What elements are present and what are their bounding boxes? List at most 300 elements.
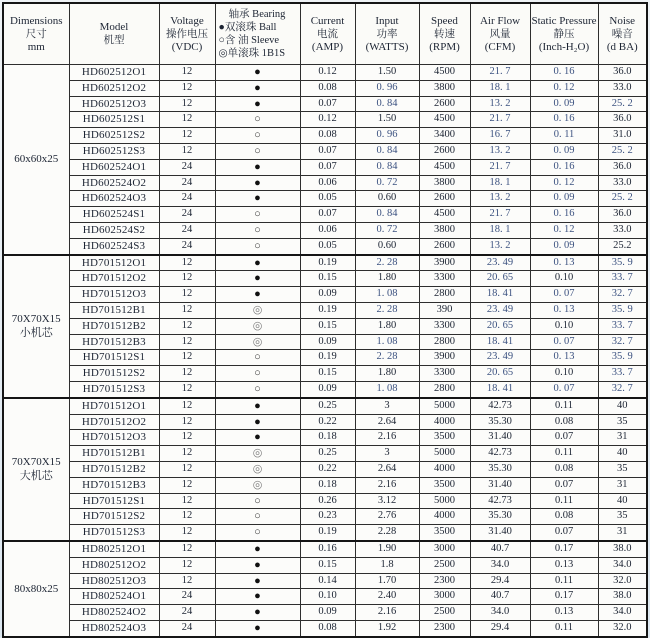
column-header-model bbox=[69, 3, 159, 65]
current-cell: 0.14 bbox=[300, 573, 355, 589]
voltage-cell: 12 bbox=[159, 128, 215, 144]
sleeve-bearing-icon: ○ bbox=[254, 494, 261, 507]
model-cell: HD701512B1 bbox=[69, 302, 159, 318]
bearing-cell bbox=[215, 381, 300, 397]
current-cell: 0.08 bbox=[300, 128, 355, 144]
noise-cell: 33. 7 bbox=[598, 318, 647, 334]
column-header-voltage-line: 操作电压 bbox=[166, 28, 208, 40]
static-pressure-cell: 0. 16 bbox=[530, 65, 598, 81]
bearing-cell bbox=[215, 430, 300, 446]
ball-bearing-icon: ● bbox=[254, 590, 261, 603]
bearing-cell bbox=[215, 509, 300, 525]
input-power-cell: 3 bbox=[355, 446, 419, 462]
input-power-cell: 2.64 bbox=[355, 461, 419, 477]
dimension-label: 70X70X15 bbox=[11, 313, 61, 326]
model-cell: HD602524S1 bbox=[69, 207, 159, 223]
airflow-cell: 31.40 bbox=[470, 477, 530, 493]
table-row bbox=[3, 493, 647, 509]
speed-cell: 3800 bbox=[419, 80, 470, 96]
voltage-cell: 12 bbox=[159, 255, 215, 271]
table-header bbox=[3, 3, 647, 65]
sleeve-bearing-icon: ○ bbox=[254, 382, 261, 395]
model-cell: HD802512O3 bbox=[69, 573, 159, 589]
column-header-noise-line: (d BA) bbox=[606, 40, 638, 53]
column-header-voltage-line: Voltage bbox=[170, 14, 204, 27]
noise-cell: 35 bbox=[598, 414, 647, 430]
column-header-input-line: (WATTS) bbox=[365, 40, 409, 53]
model-cell: HD802512O1 bbox=[69, 541, 159, 557]
bearing-cell bbox=[215, 398, 300, 414]
current-cell: 0.22 bbox=[300, 461, 355, 477]
model-cell: HD701512O1 bbox=[69, 398, 159, 414]
current-cell: 0.10 bbox=[300, 589, 355, 605]
voltage-cell: 24 bbox=[159, 238, 215, 254]
voltage-cell: 12 bbox=[159, 366, 215, 382]
static-pressure-cell: 0. 07 bbox=[530, 381, 598, 397]
noise-cell: 34.0 bbox=[598, 605, 647, 621]
table-row bbox=[3, 159, 647, 175]
ball-bearing-icon: ● bbox=[254, 288, 261, 301]
input-power-cell: 0. 84 bbox=[355, 96, 419, 112]
noise-cell: 33.0 bbox=[598, 80, 647, 96]
current-cell: 0.07 bbox=[300, 143, 355, 159]
model-cell: HD802524O3 bbox=[69, 620, 159, 636]
voltage-cell: 12 bbox=[159, 80, 215, 96]
voltage-cell: 12 bbox=[159, 334, 215, 350]
input-power-cell: 2. 28 bbox=[355, 350, 419, 366]
static-pressure-cell: 0. 11 bbox=[530, 128, 598, 144]
column-header-bearing bbox=[215, 3, 300, 65]
column-header-dimensions-line: mm bbox=[27, 40, 45, 53]
noise-cell: 35 bbox=[598, 461, 647, 477]
static-pressure-cell: 0.10 bbox=[530, 271, 598, 287]
input-power-cell: 0.60 bbox=[355, 191, 419, 207]
static-pressure-cell: 0.07 bbox=[530, 430, 598, 446]
static-pressure-cell: 0.08 bbox=[530, 414, 598, 430]
airflow-cell: 21. 7 bbox=[470, 112, 530, 128]
input-power-cell: 3 bbox=[355, 398, 419, 414]
input-power-cell: 2.16 bbox=[355, 430, 419, 446]
bearing-cell bbox=[215, 446, 300, 462]
bearing-cell bbox=[215, 80, 300, 96]
current-cell: 0.09 bbox=[300, 605, 355, 621]
voltage-cell: 24 bbox=[159, 620, 215, 636]
ball-bearing-icon: ● bbox=[254, 606, 261, 619]
static-pressure-cell: 0. 12 bbox=[530, 175, 598, 191]
ball-bearing-icon: ● bbox=[254, 81, 261, 94]
sleeve-bearing-icon: ○ bbox=[254, 208, 261, 221]
speed-cell: 3500 bbox=[419, 525, 470, 541]
model-cell: HD701512S2 bbox=[69, 509, 159, 525]
static-pressure-cell: 0.17 bbox=[530, 589, 598, 605]
current-cell: 0.06 bbox=[300, 222, 355, 238]
bearing-cell bbox=[215, 143, 300, 159]
header-row bbox=[3, 3, 647, 65]
one-ball-one-sleeve-icon: ◎ bbox=[252, 478, 263, 491]
current-cell: 0.15 bbox=[300, 366, 355, 382]
static-pressure-cell: 0. 07 bbox=[530, 334, 598, 350]
current-cell: 0.25 bbox=[300, 446, 355, 462]
airflow-cell: 18. 41 bbox=[470, 381, 530, 397]
bearing-cell bbox=[215, 271, 300, 287]
noise-cell: 38.0 bbox=[598, 541, 647, 557]
ball-bearing-icon: ● bbox=[254, 66, 261, 78]
current-cell: 0.05 bbox=[300, 238, 355, 254]
model-cell: HD602512S1 bbox=[69, 112, 159, 128]
ball-bearing-icon: ● bbox=[254, 176, 261, 189]
noise-cell: 32.0 bbox=[598, 620, 647, 636]
airflow-cell: 34.0 bbox=[470, 557, 530, 573]
airflow-cell: 18. 1 bbox=[470, 80, 530, 96]
input-power-cell: 1. 08 bbox=[355, 287, 419, 303]
noise-cell: 25. 2 bbox=[598, 143, 647, 159]
speed-cell: 5000 bbox=[419, 446, 470, 462]
airflow-cell: 13. 2 bbox=[470, 96, 530, 112]
bearing-cell bbox=[215, 461, 300, 477]
voltage-cell: 12 bbox=[159, 112, 215, 128]
column-header-airflow-line: Air Flow bbox=[479, 14, 521, 27]
input-power-cell: 1.70 bbox=[355, 573, 419, 589]
input-power-cell: 1.50 bbox=[355, 65, 419, 81]
dimension-group-cell bbox=[3, 255, 69, 398]
voltage-cell: 12 bbox=[159, 318, 215, 334]
bearing-cell bbox=[215, 207, 300, 223]
model-cell: HD602512S3 bbox=[69, 143, 159, 159]
speed-cell: 2600 bbox=[419, 96, 470, 112]
voltage-cell: 12 bbox=[159, 381, 215, 397]
voltage-cell: 24 bbox=[159, 207, 215, 223]
table-row bbox=[3, 557, 647, 573]
dimension-label: 小机芯 bbox=[19, 327, 53, 340]
airflow-cell: 42.73 bbox=[470, 493, 530, 509]
input-power-cell: 2. 28 bbox=[355, 255, 419, 271]
input-power-cell: 1.80 bbox=[355, 366, 419, 382]
bearing-cell bbox=[215, 128, 300, 144]
dimension-label: 大机芯 bbox=[19, 470, 53, 483]
input-power-cell: 0. 84 bbox=[355, 207, 419, 223]
input-power-cell: 1.50 bbox=[355, 112, 419, 128]
voltage-cell: 24 bbox=[159, 191, 215, 207]
sleeve-bearing-icon: ○ bbox=[254, 510, 261, 523]
table-row bbox=[3, 334, 647, 350]
current-cell: 0.18 bbox=[300, 430, 355, 446]
airflow-cell: 13. 2 bbox=[470, 143, 530, 159]
current-cell: 0.19 bbox=[300, 255, 355, 271]
airflow-cell: 18. 41 bbox=[470, 287, 530, 303]
column-header-airflow bbox=[470, 3, 530, 65]
voltage-cell: 24 bbox=[159, 222, 215, 238]
model-cell: HD602512O1 bbox=[69, 65, 159, 81]
one-ball-one-sleeve-icon: ◎ bbox=[252, 319, 263, 332]
table-row bbox=[3, 605, 647, 621]
noise-cell: 36.0 bbox=[598, 65, 647, 81]
speed-cell: 2300 bbox=[419, 573, 470, 589]
table-row bbox=[3, 143, 647, 159]
voltage-cell: 24 bbox=[159, 159, 215, 175]
voltage-cell: 12 bbox=[159, 302, 215, 318]
noise-cell: 40 bbox=[598, 493, 647, 509]
speed-cell: 3900 bbox=[419, 350, 470, 366]
current-cell: 0.15 bbox=[300, 318, 355, 334]
column-header-current-line: (AMP) bbox=[311, 40, 344, 53]
bearing-cell bbox=[215, 334, 300, 350]
speed-cell: 2800 bbox=[419, 287, 470, 303]
airflow-cell: 21. 7 bbox=[470, 159, 530, 175]
noise-cell: 35. 9 bbox=[598, 255, 647, 271]
speed-cell: 3300 bbox=[419, 318, 470, 334]
column-header-voltage-line: (VDC) bbox=[171, 40, 203, 53]
bearing-cell bbox=[215, 191, 300, 207]
ball-bearing-icon: ● bbox=[254, 256, 261, 269]
input-power-cell: 0. 84 bbox=[355, 159, 419, 175]
speed-cell: 3000 bbox=[419, 589, 470, 605]
sleeve-bearing-icon: ○ bbox=[254, 223, 261, 236]
table-row bbox=[3, 255, 647, 271]
bearing-cell bbox=[215, 620, 300, 636]
speed-cell: 3000 bbox=[419, 541, 470, 557]
table-row bbox=[3, 541, 647, 557]
model-cell: HD701512O1 bbox=[69, 255, 159, 271]
column-header-speed-line: Speed bbox=[431, 14, 458, 27]
table-row bbox=[3, 238, 647, 254]
current-cell: 0.07 bbox=[300, 207, 355, 223]
noise-cell: 35 bbox=[598, 509, 647, 525]
table-row bbox=[3, 128, 647, 144]
input-power-cell: 1.8 bbox=[355, 557, 419, 573]
static-pressure-cell: 0. 13 bbox=[530, 302, 598, 318]
voltage-cell: 12 bbox=[159, 509, 215, 525]
table-row bbox=[3, 461, 647, 477]
model-cell: HD701512S1 bbox=[69, 493, 159, 509]
airflow-cell: 13. 2 bbox=[470, 191, 530, 207]
table-row bbox=[3, 620, 647, 636]
table-row bbox=[3, 65, 647, 81]
current-cell: 0.26 bbox=[300, 493, 355, 509]
model-cell: HD602512O3 bbox=[69, 96, 159, 112]
current-cell: 0.18 bbox=[300, 477, 355, 493]
input-power-cell: 0. 72 bbox=[355, 175, 419, 191]
model-cell: HD701512S1 bbox=[69, 350, 159, 366]
current-cell: 0.19 bbox=[300, 302, 355, 318]
bearing-cell bbox=[215, 238, 300, 254]
sleeve-bearing-icon: ○ bbox=[254, 113, 261, 126]
table-row bbox=[3, 207, 647, 223]
fan-spec-table bbox=[2, 2, 648, 638]
model-cell: HD602524S3 bbox=[69, 238, 159, 254]
column-header-speed-line: (RPM) bbox=[429, 40, 460, 53]
column-header-dimensions-line: Dimensions bbox=[9, 14, 63, 27]
static-pressure-cell: 0. 07 bbox=[530, 287, 598, 303]
table-row bbox=[3, 525, 647, 541]
voltage-cell: 12 bbox=[159, 477, 215, 493]
bearing-cell bbox=[215, 175, 300, 191]
column-header-pressure bbox=[530, 3, 598, 65]
speed-cell: 2600 bbox=[419, 143, 470, 159]
bearing-cell bbox=[215, 302, 300, 318]
table-row bbox=[3, 414, 647, 430]
table-body bbox=[3, 65, 647, 637]
bearing-cell bbox=[215, 414, 300, 430]
noise-cell: 36.0 bbox=[598, 207, 647, 223]
noise-cell: 38.0 bbox=[598, 589, 647, 605]
bearing-cell bbox=[215, 318, 300, 334]
airflow-cell: 20. 65 bbox=[470, 318, 530, 334]
column-header-airflow-line: (CFM) bbox=[484, 40, 516, 53]
bearing-cell bbox=[215, 493, 300, 509]
input-power-cell: 0. 84 bbox=[355, 143, 419, 159]
column-header-pressure-line: Static Pressure bbox=[531, 14, 597, 27]
table-row bbox=[3, 287, 647, 303]
model-cell: HD602512O2 bbox=[69, 80, 159, 96]
voltage-cell: 12 bbox=[159, 573, 215, 589]
speed-cell: 3800 bbox=[419, 175, 470, 191]
bearing-cell bbox=[215, 222, 300, 238]
current-cell: 0.19 bbox=[300, 350, 355, 366]
bearing-cell bbox=[215, 96, 300, 112]
model-cell: HD701512S2 bbox=[69, 366, 159, 382]
current-cell: 0.23 bbox=[300, 509, 355, 525]
airflow-cell: 23. 49 bbox=[470, 350, 530, 366]
speed-cell: 4500 bbox=[419, 65, 470, 81]
noise-cell: 35. 9 bbox=[598, 302, 647, 318]
table-row bbox=[3, 381, 647, 397]
static-pressure-cell: 0. 16 bbox=[530, 112, 598, 128]
input-power-cell: 2.16 bbox=[355, 605, 419, 621]
dimension-label: 70X70X15 bbox=[11, 456, 61, 469]
ball-bearing-icon: ● bbox=[254, 558, 261, 571]
model-cell: HD701512S3 bbox=[69, 381, 159, 397]
bearing-cell bbox=[215, 557, 300, 573]
table-row bbox=[3, 112, 647, 128]
ball-bearing-icon: ● bbox=[254, 192, 261, 205]
column-header-input-line: Input bbox=[375, 14, 399, 27]
input-power-cell: 1. 08 bbox=[355, 381, 419, 397]
noise-cell: 33. 7 bbox=[598, 366, 647, 382]
bearing-cell bbox=[215, 605, 300, 621]
current-cell: 0.12 bbox=[300, 112, 355, 128]
current-cell: 0.08 bbox=[300, 80, 355, 96]
input-power-cell: 2. 28 bbox=[355, 302, 419, 318]
voltage-cell: 12 bbox=[159, 493, 215, 509]
speed-cell: 3300 bbox=[419, 271, 470, 287]
one-ball-one-sleeve-icon: ◎ bbox=[252, 447, 263, 460]
static-pressure-cell: 0.11 bbox=[530, 573, 598, 589]
one-ball-one-sleeve-icon: ◎ bbox=[252, 462, 263, 475]
model-cell: HD701512B2 bbox=[69, 318, 159, 334]
noise-cell: 32.0 bbox=[598, 573, 647, 589]
current-cell: 0.15 bbox=[300, 557, 355, 573]
column-header-speed-line: 转速 bbox=[434, 28, 455, 40]
ball-bearing-icon: ● bbox=[254, 542, 261, 555]
voltage-cell: 12 bbox=[159, 398, 215, 414]
noise-cell: 35. 9 bbox=[598, 350, 647, 366]
voltage-cell: 12 bbox=[159, 525, 215, 541]
model-cell: HD701512B2 bbox=[69, 461, 159, 477]
model-cell: HD602512S2 bbox=[69, 128, 159, 144]
speed-cell: 3500 bbox=[419, 430, 470, 446]
table-row bbox=[3, 509, 647, 525]
bearing-cell bbox=[215, 255, 300, 271]
voltage-cell: 12 bbox=[159, 446, 215, 462]
airflow-cell: 18. 41 bbox=[470, 334, 530, 350]
dimension-group-cell bbox=[3, 541, 69, 637]
speed-cell: 3300 bbox=[419, 366, 470, 382]
static-pressure-cell: 0.11 bbox=[530, 493, 598, 509]
one-ball-one-sleeve-icon: ◎ bbox=[252, 335, 263, 348]
model-cell: HD602524O1 bbox=[69, 159, 159, 175]
noise-cell: 32. 7 bbox=[598, 381, 647, 397]
static-pressure-cell: 0.11 bbox=[530, 446, 598, 462]
current-cell: 0.12 bbox=[300, 65, 355, 81]
current-cell: 0.22 bbox=[300, 414, 355, 430]
static-pressure-cell: 0.10 bbox=[530, 318, 598, 334]
input-power-cell: 0. 96 bbox=[355, 128, 419, 144]
static-pressure-cell: 0. 09 bbox=[530, 238, 598, 254]
static-pressure-cell: 0. 12 bbox=[530, 80, 598, 96]
speed-cell: 5000 bbox=[419, 398, 470, 414]
column-header-current-line: Current bbox=[310, 14, 345, 27]
speed-cell: 3500 bbox=[419, 477, 470, 493]
bearing-cell bbox=[215, 589, 300, 605]
static-pressure-cell: 0.17 bbox=[530, 541, 598, 557]
column-header-noise-line: 噪音 bbox=[611, 28, 633, 40]
table-row bbox=[3, 271, 647, 287]
speed-cell: 4500 bbox=[419, 159, 470, 175]
table-row bbox=[3, 302, 647, 318]
speed-cell: 2800 bbox=[419, 334, 470, 350]
voltage-cell: 12 bbox=[159, 350, 215, 366]
airflow-cell: 29.4 bbox=[470, 573, 530, 589]
input-power-cell: 1.80 bbox=[355, 271, 419, 287]
column-header-model-line: Model bbox=[99, 21, 129, 33]
dimension-label: 60x60x25 bbox=[14, 153, 59, 166]
voltage-cell: 12 bbox=[159, 65, 215, 81]
static-pressure-cell: 0.07 bbox=[530, 477, 598, 493]
airflow-cell: 20. 65 bbox=[470, 366, 530, 382]
noise-cell: 31.0 bbox=[598, 128, 647, 144]
column-header-airflow-line: 风量 bbox=[489, 28, 511, 40]
sleeve-bearing-icon: ○ bbox=[254, 239, 261, 252]
airflow-cell: 35.30 bbox=[470, 509, 530, 525]
input-power-cell: 1. 08 bbox=[355, 334, 419, 350]
current-cell: 0.06 bbox=[300, 175, 355, 191]
bearing-cell bbox=[215, 159, 300, 175]
dimension-group-cell bbox=[3, 65, 69, 255]
column-header-current-line: 电流 bbox=[317, 28, 338, 40]
speed-cell: 2600 bbox=[419, 191, 470, 207]
static-pressure-cell: 0. 16 bbox=[530, 207, 598, 223]
input-power-cell: 1.80 bbox=[355, 318, 419, 334]
noise-cell: 32. 7 bbox=[598, 287, 647, 303]
input-power-cell: 2.40 bbox=[355, 589, 419, 605]
airflow-cell: 31.40 bbox=[470, 430, 530, 446]
airflow-cell: 40.7 bbox=[470, 589, 530, 605]
table-row bbox=[3, 96, 647, 112]
column-header-dimensions bbox=[3, 3, 69, 65]
bearing-cell bbox=[215, 112, 300, 128]
ball-bearing-icon: ● bbox=[254, 574, 261, 587]
noise-cell: 31 bbox=[598, 525, 647, 541]
static-pressure-cell: 0.07 bbox=[530, 525, 598, 541]
table-row bbox=[3, 80, 647, 96]
noise-cell: 25. 2 bbox=[598, 191, 647, 207]
table-row bbox=[3, 477, 647, 493]
speed-cell: 4500 bbox=[419, 207, 470, 223]
ball-bearing-icon: ● bbox=[254, 272, 261, 285]
noise-cell: 33.0 bbox=[598, 222, 647, 238]
current-cell: 0.07 bbox=[300, 159, 355, 175]
speed-cell: 3900 bbox=[419, 255, 470, 271]
